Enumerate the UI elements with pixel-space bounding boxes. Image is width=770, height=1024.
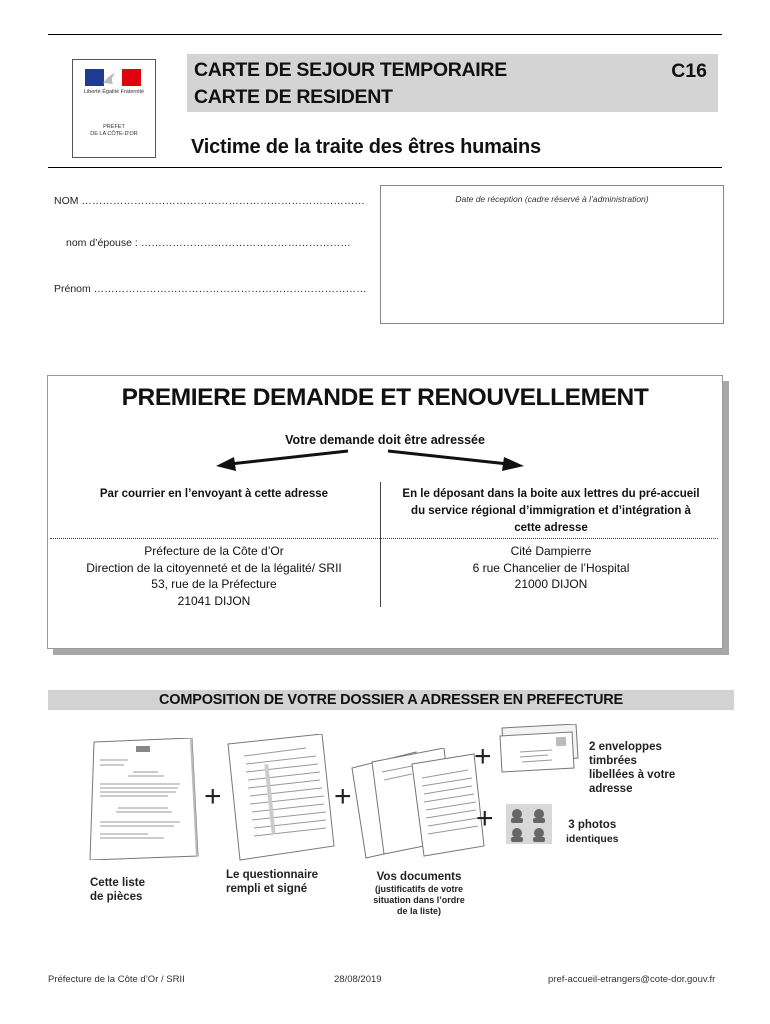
caption-line: 2 enveloppes <box>589 741 662 753</box>
footer-email-link[interactable]: pref-accueil-etrangers@cote-dor.gouv.fr <box>548 974 716 985</box>
caption-line: Cette liste <box>90 877 145 889</box>
caption-line: situation dans l’ordre <box>373 895 465 905</box>
form-code: C16 <box>671 60 707 82</box>
questionnaire-icon <box>226 734 336 862</box>
logo-motto-1: Liberté <box>83 89 101 95</box>
checklist-document-icon <box>88 738 200 860</box>
header-divider <box>50 538 718 539</box>
split-arrows-icon <box>48 446 722 476</box>
caption-questionnaire <box>226 868 318 896</box>
marianne-flag-icon <box>85 69 141 86</box>
logo-motto-2: Égalité <box>102 89 120 95</box>
logo-motto-3: Fraternité <box>120 89 145 95</box>
caption-line: rempli et signé <box>226 883 308 895</box>
mail-column-header: Par courrier en l’envoyant à cette adresse <box>99 488 329 500</box>
caption-line: identiques <box>566 833 619 845</box>
caption-line: Vos documents <box>376 871 462 883</box>
logo-prefet: PRÉFET <box>103 124 125 130</box>
plus-sign: + <box>476 802 494 835</box>
dropbox-column-header <box>381 486 721 537</box>
caption-line: de pièces <box>90 891 143 903</box>
caption-line: (justificatifs de votre <box>374 884 464 894</box>
caption-checklist <box>90 876 145 904</box>
plus-sign: + <box>204 780 222 813</box>
subtitle-rule <box>48 167 722 168</box>
footer-date: 28/08/2019 <box>334 974 382 985</box>
caption-line: timbrées <box>589 755 637 767</box>
mail-address-line: 21041 DIJON <box>177 593 251 608</box>
mail-address-line: Préfecture de la Côte d’Or <box>144 544 284 558</box>
envelopes-icon <box>498 724 580 774</box>
caption-photos <box>566 818 619 846</box>
dropbox-address-line: 6 rue Chancelier de l’Hospital <box>472 560 630 575</box>
dropbox-address-line: Cité Dampierre <box>510 544 592 558</box>
top-rule <box>48 34 722 35</box>
submission-subtitle: Votre demande doit être adressée <box>285 433 485 447</box>
title-band <box>187 54 718 112</box>
logo-department: DE LA CÔTE-D'OR <box>90 131 138 137</box>
footer-office: Préfecture de la Côte d’Or / SRII <box>48 974 185 985</box>
caption-line: libellées à votre <box>589 769 676 781</box>
caption-line: de la liste) <box>396 906 441 916</box>
caption-envelopes <box>589 740 675 796</box>
composition-band <box>48 690 734 710</box>
nom-field[interactable]: NOM ……………………………………………………………………… <box>54 195 365 207</box>
reception-label: Date de réception (cadre réservé à l’administration) <box>455 194 649 204</box>
submission-title: PREMIERE DEMANDE ET RENOUVELLEMENT <box>121 384 649 411</box>
nom-epouse-field[interactable]: nom d’épouse : …………………………………………………… <box>66 237 351 249</box>
photos-icon <box>506 804 552 844</box>
prenom-field[interactable]: Prénom …………………………………………………………………… <box>54 283 367 295</box>
plus-sign: + <box>474 740 492 773</box>
dropbox-header-line-2: du service régional d’immigration et d’intégration à <box>411 505 691 517</box>
mail-address-line: 53, rue de la Préfecture <box>151 577 277 591</box>
caption-line: adresse <box>589 783 633 795</box>
caption-documents <box>360 870 478 917</box>
reception-box <box>380 185 724 324</box>
caption-line: 3 photos <box>568 819 617 831</box>
title-line-2: CARTE DE RESIDENT <box>194 86 393 108</box>
dropbox-address <box>381 543 721 593</box>
documents-stack-icon <box>350 748 486 860</box>
title-line-1: CARTE DE SEJOUR TEMPORAIRE <box>194 59 507 81</box>
prefecture-logo <box>72 59 156 158</box>
dropbox-address-line: 21000 DIJON <box>514 577 588 591</box>
dropbox-header-line-3: cette adresse <box>514 522 588 534</box>
composition-title: COMPOSITION DE VOTRE DOSSIER A ADRESSER EN PREFECTURE <box>159 692 623 708</box>
mail-address <box>48 543 380 609</box>
caption-line: Le questionnaire <box>226 869 319 881</box>
submission-box <box>47 375 723 649</box>
dropbox-header-line-1: En le déposant dans la boite aux lettres du pré-accueil <box>402 488 700 500</box>
page-subtitle: Victime de la traite des êtres humains <box>191 136 541 158</box>
plus-sign: + <box>334 780 352 813</box>
mail-address-line: Direction de la citoyenneté et de la légalité/ SRII <box>86 560 342 575</box>
